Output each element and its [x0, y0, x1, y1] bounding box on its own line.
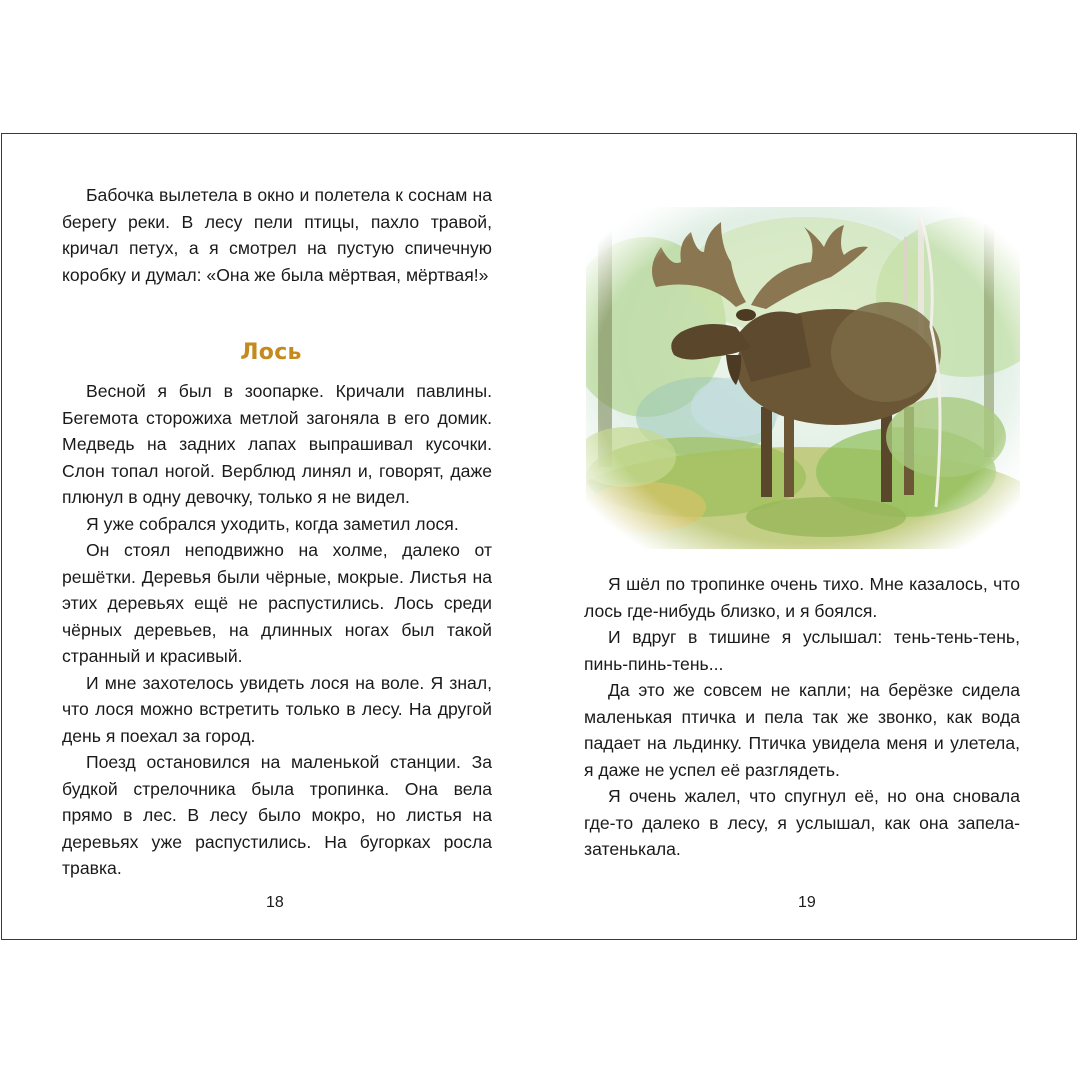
intro-paragraph: Бабочка вылетела в окно и полетела к соснам на берегу реки. В лесу пели птицы, пахло травой, кричал петух, а я смотрел на пустую спичечную коробку и думал: «Она же была мёртвая, мёртвая!» — [62, 185, 492, 285]
moose-illustration-icon — [586, 207, 1020, 549]
story-text-left — [62, 378, 492, 882]
paragraph: Да это же совсем не капли; на берёзке сидела маленькая птичка и пела так же звонко, как вода падает на льдинку. Птичка увидела меня и улетела, я даже не успел её разглядеть. — [584, 680, 1020, 780]
intro-text — [62, 182, 492, 288]
page-number-right: 19 — [798, 894, 816, 911]
book-spread — [1, 133, 1077, 940]
paragraph: Я очень жалел, что спугнул её, но она сновала где-то далеко в лесу, я услышал, как она запела-затенькала. — [584, 786, 1020, 859]
paragraph: И мне захотелось увидеть лося на воле. Я знал, что лося можно встретить только в лесу. На другой день я поехал за город. — [62, 672, 492, 746]
right-page — [540, 134, 1078, 939]
paragraph: Я уже собрался уходить, когда заметил лося. — [86, 513, 459, 534]
paragraph: Я шёл по тропинке очень тихо. Мне казалось, что лось где-нибудь близко, и я боялся. — [584, 574, 1020, 621]
paragraph: И вдруг в тишине я услышал: тень-тень-тень, пинь-пинь-тень... — [584, 627, 1020, 674]
moose-illustration — [586, 207, 1020, 549]
paragraph: Поезд остановился на маленькой станции. За будкой стрелочника была тропинка. Она вела прямо в лес. В лесу было мокро, но листья на деревьях уже распустились. На бугорках росла травка. — [62, 752, 492, 878]
paragraph: Весной я был в зоопарке. Кричали павлины. Бегемота сторожиха метлой загоняла в его домик. Медведь на задних лапах выпрашивал кусочки. Слон топал ногой. Верблюд линял и, говорят, даже плюнул в одну девочку, только я не видел. — [62, 381, 492, 507]
chapter-title: Лось — [240, 340, 302, 365]
page-number-left: 18 — [266, 894, 284, 911]
story-text-right — [584, 571, 1020, 863]
paragraph: Он стоял неподвижно на холме, далеко от решётки. Деревья были чёрные, мокрые. Листья на этих деревьях ещё не распустились. Лось среди чёрных деревьев, на длинных ногах был такой странный и красивый. — [62, 540, 492, 666]
left-page — [2, 134, 540, 939]
